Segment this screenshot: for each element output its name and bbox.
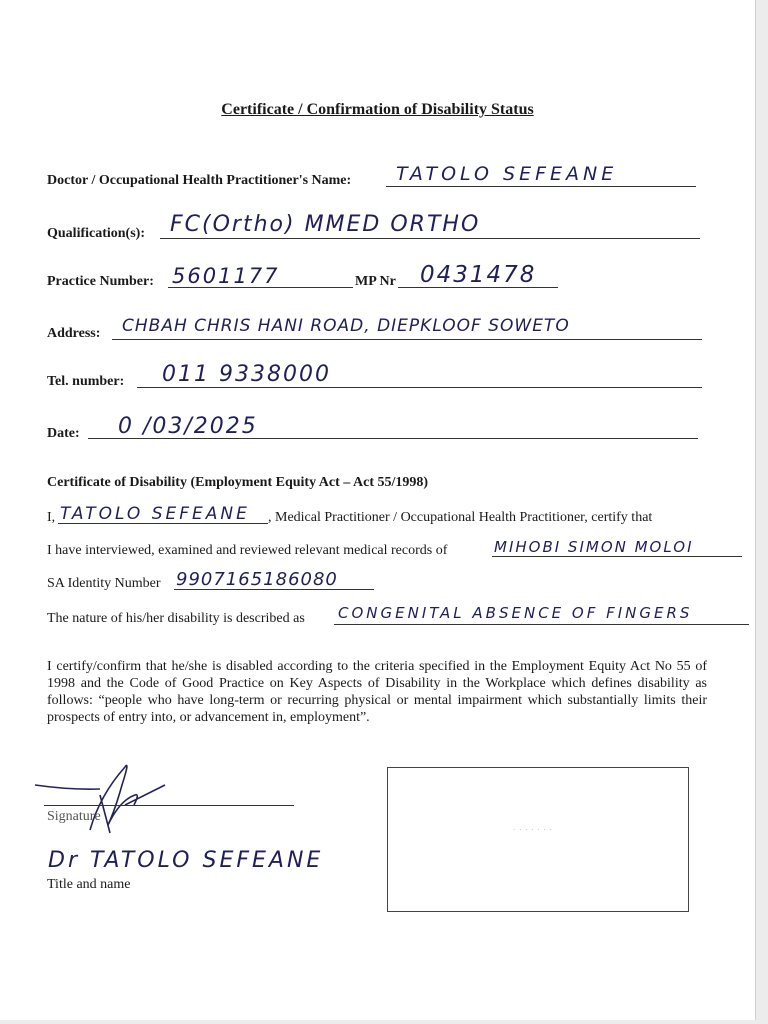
doctor-name-value: TATOLO SEFEANE bbox=[396, 163, 618, 185]
signature-scribble bbox=[30, 755, 170, 845]
signature-line bbox=[44, 805, 294, 806]
title-name-value: Dr TATOLO SEFEANE bbox=[48, 848, 324, 873]
tel-label: Tel. number: bbox=[47, 374, 125, 389]
records-prefix: I have interviewed, examined and reviewed relevant medical records of bbox=[47, 543, 448, 558]
date-label: Date: bbox=[47, 426, 80, 441]
certify-name-underline bbox=[58, 523, 268, 524]
tel-underline bbox=[137, 387, 702, 388]
qualification-underline bbox=[160, 238, 700, 239]
nature-label: The nature of his/her disability is described as bbox=[47, 611, 305, 626]
certify-prefix: I, bbox=[47, 510, 56, 525]
id-label: SA Identity Number bbox=[47, 576, 161, 591]
certificate-heading: Certificate of Disability (Employment Equity Act – Act 55/1998) bbox=[47, 475, 429, 490]
doctor-name-underline bbox=[386, 186, 696, 187]
certify-suffix: , Medical Practitioner / Occupational Health Practitioner, certify that bbox=[268, 510, 653, 525]
stamp-box bbox=[387, 767, 689, 912]
qualification-value: FC(Ortho) MMED ORTHO bbox=[170, 212, 481, 237]
practice-number-value: 5601177 bbox=[172, 264, 280, 288]
date-value: 0 /03/2025 bbox=[118, 414, 258, 439]
nature-value: CONGENITAL ABSENCE OF FINGERS bbox=[338, 604, 693, 622]
id-value: 9907165186080 bbox=[176, 569, 338, 590]
practice-number-label: Practice Number: bbox=[47, 274, 154, 289]
address-label: Address: bbox=[47, 326, 101, 341]
title-name-label: Title and name bbox=[47, 877, 131, 892]
nature-underline bbox=[334, 624, 749, 625]
certify-name-value: TATOLO SEFEANE bbox=[60, 504, 250, 524]
records-name-underline bbox=[492, 556, 742, 557]
records-name-value: MIHOBI SIMON MOLOI bbox=[494, 538, 694, 556]
declaration-paragraph: I certify/confirm that he/she is disabled according to the criteria specified in the Employment Equity Act No 55 of 1998 and the Code of Good Practice on Key Aspects of Disability in the Workplace which defines disability as follows: “people who have long-term or recurring physical or mental impairment which substantially limits their prospects of entry into, or advancement in, employment”. bbox=[47, 659, 707, 725]
mp-value: 0431478 bbox=[420, 262, 537, 288]
doctor-name-label: Doctor / Occupational Health Practitioner's Name: bbox=[47, 173, 352, 188]
faint-stamp-mark: · · · · · · · bbox=[513, 826, 553, 834]
address-value: CHBAH CHRIS HANI ROAD, DIEPKLOOF SOWETO bbox=[122, 316, 570, 336]
signature-label: Signature bbox=[47, 809, 101, 824]
mp-label: MP Nr bbox=[355, 274, 396, 289]
address-underline bbox=[112, 339, 702, 340]
tel-value: 011 9338000 bbox=[162, 362, 331, 387]
id-underline bbox=[174, 589, 374, 590]
qualification-label: Qualification(s): bbox=[47, 226, 145, 241]
page-title: Certificate / Confirmation of Disability Status bbox=[221, 101, 534, 118]
